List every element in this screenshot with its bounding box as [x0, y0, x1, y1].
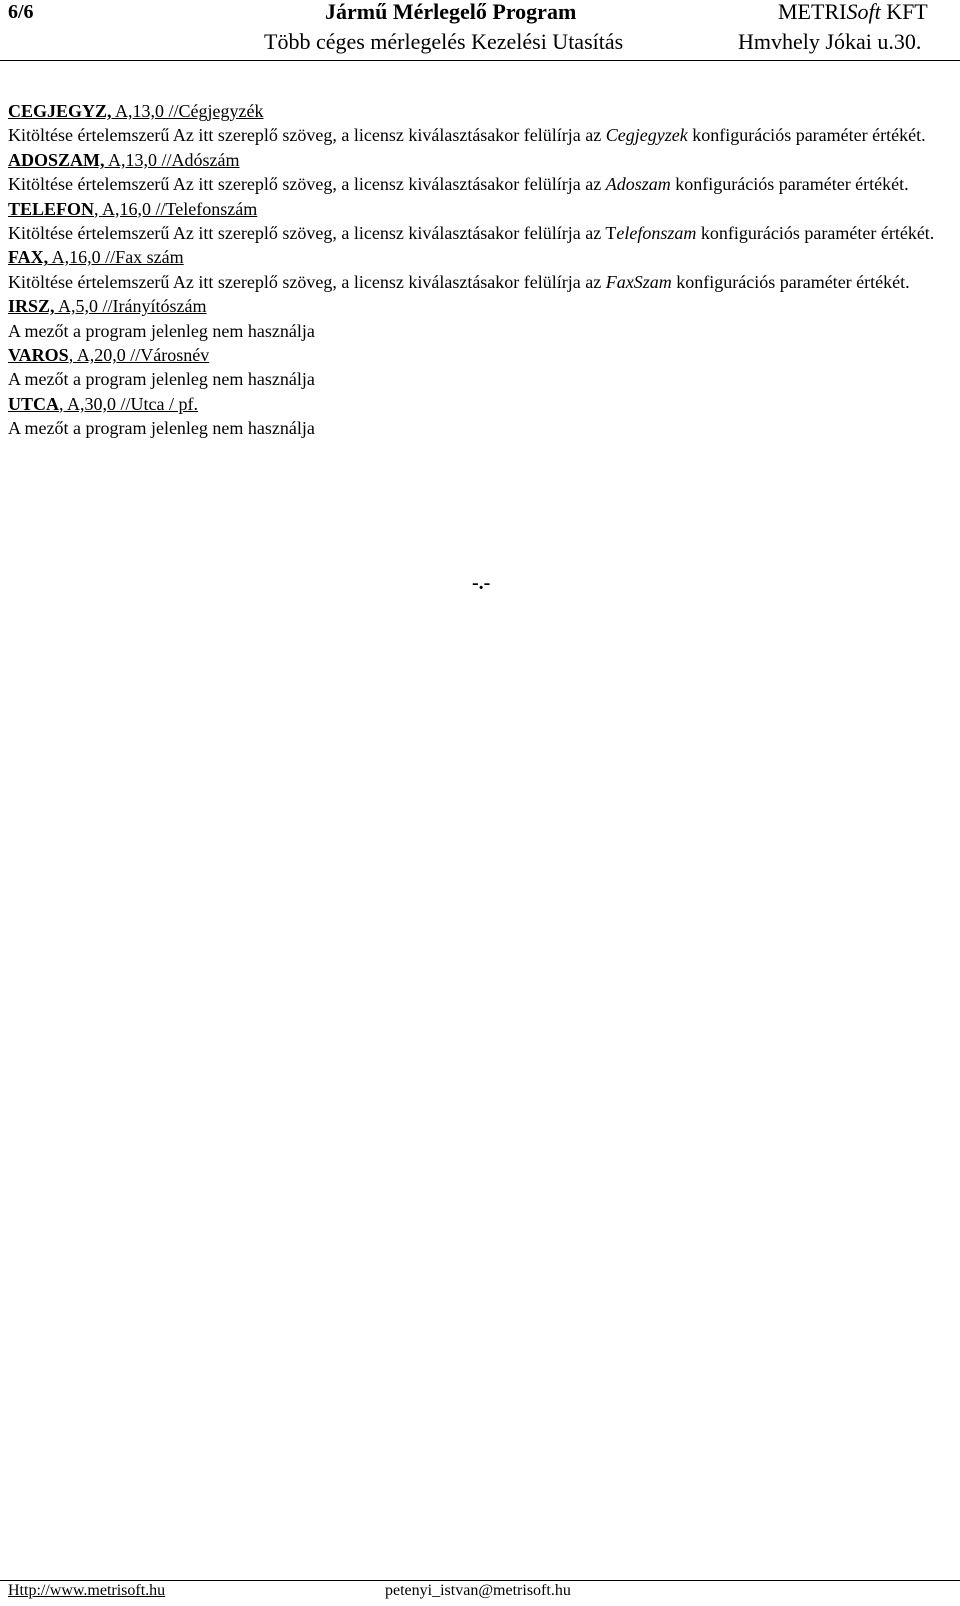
- field-spec: A,5,0 //Irányítószám: [54, 296, 207, 317]
- program-title: Jármű Mérlegelő Program: [325, 0, 577, 24]
- desc-text: konfigurációs paraméter értékét.: [696, 223, 935, 244]
- field-entry-varos: [8, 343, 960, 392]
- website-link[interactable]: Http://www.metrisoft.hu: [8, 1582, 166, 1599]
- field-spec: , A,20,0 //Városnév: [68, 345, 210, 366]
- desc-text: konfigurációs paraméter értékét.: [671, 271, 910, 292]
- field-entry-telefon: [8, 197, 960, 246]
- field-entry-cegjegyz: [8, 99, 960, 148]
- desc-text: A mezőt a program jelenleg nem használja: [8, 418, 315, 439]
- company-name: [778, 0, 928, 25]
- field-name: VAROS: [8, 345, 69, 366]
- company-suffix: KFT: [880, 0, 928, 24]
- company-prefix: METRI: [778, 0, 847, 24]
- param-name: elefonszam: [616, 223, 697, 244]
- field-spec: , A,16,0 //Telefonszám: [94, 198, 258, 219]
- field-list: [8, 99, 960, 441]
- desc-text: konfigurációs paraméter értékét.: [687, 125, 926, 146]
- field-heading: [8, 245, 960, 269]
- page-header: [0, 0, 960, 61]
- company-italic: Soft: [846, 0, 881, 24]
- field-spec: A,13,0 //Cégjegyzék: [111, 101, 264, 121]
- desc-text: A mezőt a program jelenleg nem használja: [8, 320, 315, 341]
- field-spec: A,13,0 //Adószám: [104, 149, 240, 170]
- field-name: ADOSZAM,: [8, 149, 105, 170]
- field-entry-fax: [8, 245, 960, 294]
- desc-text: konfigurációs paraméter értékét.: [670, 174, 909, 195]
- field-heading: [8, 99, 960, 123]
- desc-text: Kitöltése értelemszerű Az itt szereplő szöveg, a licensz kiválasztásakor felülírja az: [8, 271, 606, 292]
- end-mark: -.-: [472, 572, 491, 594]
- field-name: UTCA: [8, 393, 60, 414]
- company-address: Hmvhely Jókai u.30.: [738, 29, 922, 54]
- field-name: CEGJEGYZ,: [8, 101, 112, 121]
- field-entry-adoszam: [8, 148, 960, 197]
- field-heading: [8, 148, 960, 172]
- contact-email[interactable]: petenyi_istvan@metrisoft.hu: [385, 1582, 571, 1599]
- field-description: [8, 270, 960, 294]
- field-entry-utca: [8, 392, 960, 441]
- field-heading: [8, 343, 960, 367]
- field-description: [8, 221, 960, 245]
- field-spec: , A,30,0 //Utca / pf.: [59, 393, 198, 414]
- desc-text: Kitöltése értelemszerű Az itt szereplő szöveg, a licensz kiválasztásakor felülírja az: [8, 125, 606, 146]
- field-name: TELEFON: [8, 198, 95, 219]
- desc-text: Kitöltése értelemszerű Az itt szereplő szöveg, a licensz kiválasztásakor felülírja az T: [8, 223, 617, 244]
- param-name: FaxSzam: [605, 271, 672, 292]
- field-name: FAX,: [8, 247, 49, 268]
- page-footer: [0, 1580, 960, 1606]
- param-name: Adoszam: [605, 174, 671, 195]
- field-description: [8, 172, 960, 196]
- field-description: [8, 123, 960, 147]
- page-number: 6/6: [8, 1, 34, 23]
- field-entry-irsz: [8, 294, 960, 343]
- field-name: IRSZ,: [8, 296, 55, 317]
- field-description: [8, 416, 960, 440]
- param-name: Cegjegyzek: [605, 125, 688, 146]
- field-heading: [8, 197, 960, 221]
- desc-text: Kitöltése értelemszerű Az itt szereplő szöveg, a licensz kiválasztásakor felülírja az: [8, 174, 606, 195]
- document-subtitle: Több céges mérlegelés Kezelési Utasítás: [264, 29, 624, 54]
- field-description: [8, 319, 960, 343]
- desc-text: A mezőt a program jelenleg nem használja: [8, 369, 315, 390]
- field-description: [8, 367, 960, 391]
- field-heading: [8, 294, 960, 318]
- field-spec: A,16,0 //Fax szám: [48, 247, 184, 268]
- field-heading: [8, 392, 960, 416]
